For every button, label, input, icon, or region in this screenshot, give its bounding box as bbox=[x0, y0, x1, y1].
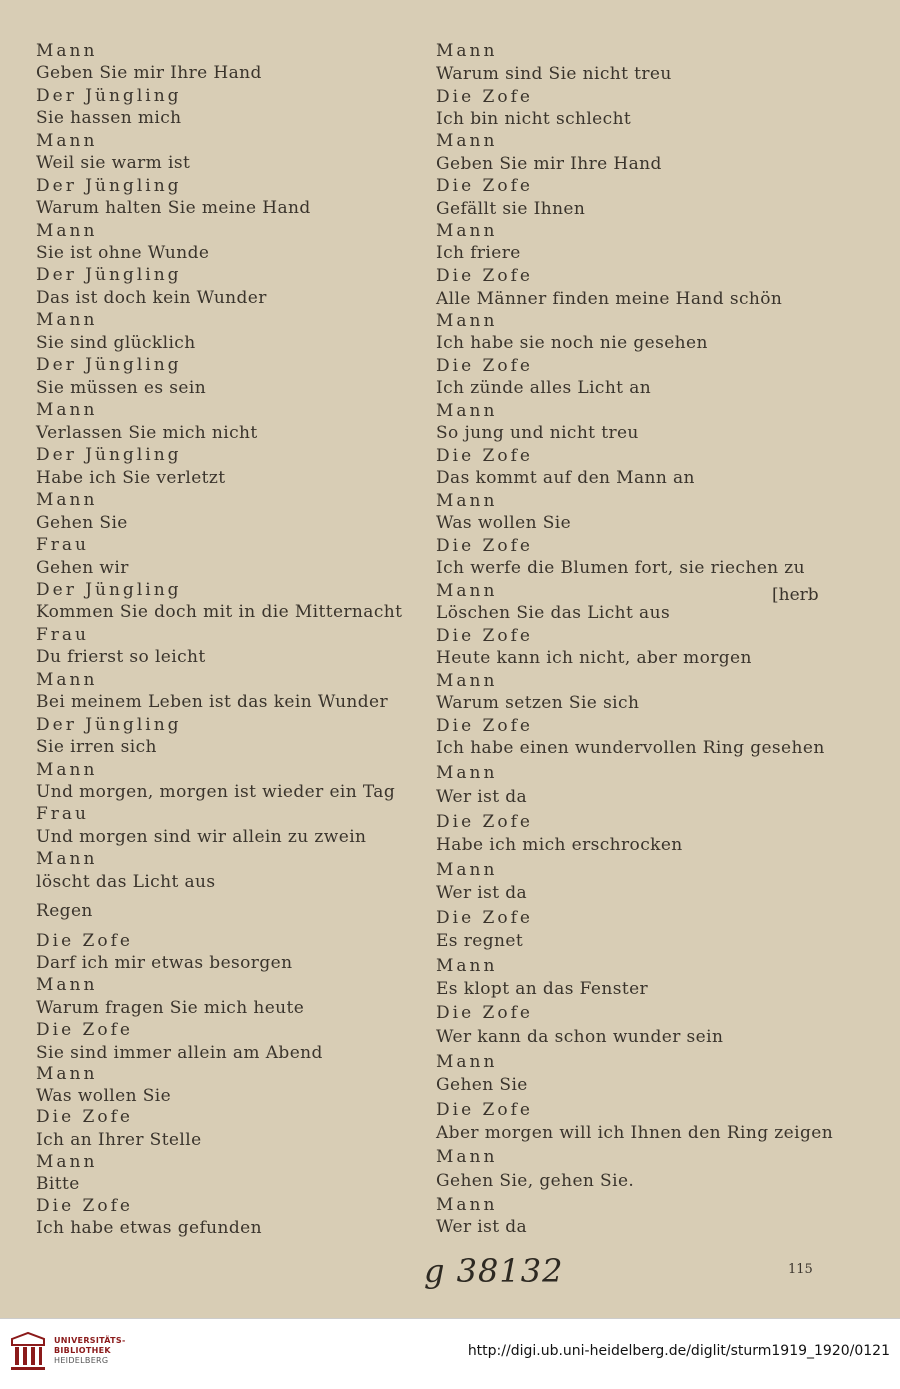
speaker-name: Mann bbox=[36, 490, 98, 510]
dialogue-line: Gefällt sie Ihnen bbox=[436, 199, 586, 219]
dialogue-line: Verlassen Sie mich nicht bbox=[36, 423, 258, 443]
dialogue-line: Gehen Sie bbox=[36, 513, 128, 533]
dialogue-line: Warum fragen Sie mich heute bbox=[36, 998, 305, 1018]
speaker-name: Der Jüngling bbox=[36, 86, 182, 106]
line-continuation: [herb bbox=[772, 585, 819, 605]
dialogue-line: Ich habe sie noch nie gesehen bbox=[436, 333, 708, 353]
dialogue-line: Wer ist da bbox=[436, 883, 528, 903]
speaker-name: Die Zofe bbox=[436, 908, 533, 928]
viewer-footer bbox=[0, 1318, 900, 1389]
dialogue-line: Gehen wir bbox=[36, 558, 129, 578]
page-number: 115 bbox=[788, 1262, 813, 1277]
speaker-name: Mann bbox=[36, 975, 98, 995]
speaker-name: Mann bbox=[36, 760, 98, 780]
speaker-name: Der Jüngling bbox=[36, 445, 182, 465]
dialogue-line: Was wollen Sie bbox=[436, 513, 572, 533]
speaker-name: Frau bbox=[36, 535, 90, 555]
speaker-name: Mann bbox=[436, 1052, 498, 1072]
dialogue-line: Das kommt auf den Mann an bbox=[436, 468, 695, 488]
dialogue-line: Was wollen Sie bbox=[36, 1086, 172, 1106]
source-url-link[interactable]: http://digi.ub.uni-heidelberg.de/diglit/sturm1919_1920/0121 bbox=[467, 1343, 890, 1359]
speaker-name: Mann bbox=[436, 401, 498, 421]
speaker-name: Mann bbox=[36, 221, 98, 241]
dialogue-line: Sie irren sich bbox=[36, 737, 157, 757]
dialogue-line: Sie sind immer allein am Abend bbox=[36, 1043, 323, 1063]
handwritten-shelf-mark: g 38132 bbox=[424, 1252, 564, 1290]
speaker-name: Mann bbox=[36, 310, 98, 330]
speaker-name: Mann bbox=[36, 1064, 98, 1084]
speaker-name: Die Zofe bbox=[36, 1107, 133, 1127]
speaker-name: Der Jüngling bbox=[36, 176, 182, 196]
dialogue-line: Habe ich Sie verletzt bbox=[36, 468, 226, 488]
speaker-name: Mann bbox=[436, 956, 498, 976]
dialogue-line: Warum halten Sie meine Hand bbox=[36, 198, 311, 218]
dialogue-line: Das ist doch kein Wunder bbox=[36, 288, 267, 308]
speaker-name: Mann bbox=[36, 670, 98, 690]
speaker-name: Die Zofe bbox=[436, 812, 533, 832]
dialogue-line: Regen bbox=[36, 901, 93, 921]
dialogue-line: Aber morgen will ich Ihnen den Ring zeigen bbox=[436, 1123, 834, 1143]
dialogue-line: Löschen Sie das Licht aus bbox=[436, 603, 671, 623]
dialogue-line: Ich zünde alles Licht an bbox=[436, 378, 652, 398]
library-name bbox=[54, 1336, 126, 1366]
dialogue-line: Warum sind Sie nicht treu bbox=[436, 64, 672, 84]
dialogue-line: Ich werfe die Blumen fort, sie riechen zu bbox=[436, 558, 806, 578]
dialogue-line: Alle Männer finden meine Hand schön bbox=[436, 289, 783, 309]
speaker-name: Die Zofe bbox=[436, 87, 533, 107]
speaker-name: Die Zofe bbox=[36, 931, 133, 951]
dialogue-line: Bitte bbox=[36, 1174, 80, 1194]
speaker-name: Mann bbox=[436, 221, 498, 241]
speaker-name: Die Zofe bbox=[436, 536, 533, 556]
speaker-name: Die Zofe bbox=[36, 1196, 133, 1216]
dialogue-line: Wer kann da schon wunder sein bbox=[436, 1027, 724, 1047]
dialogue-line: Ich friere bbox=[436, 243, 521, 263]
dialogue-line: Es regnet bbox=[436, 931, 524, 951]
speaker-name: Mann bbox=[36, 131, 98, 151]
dialogue-line: Es klopt an das Fenster bbox=[436, 979, 649, 999]
speaker-name: Mann bbox=[436, 860, 498, 880]
dialogue-line: Sie müssen es sein bbox=[36, 378, 207, 398]
dialogue-line: löscht das Licht aus bbox=[36, 872, 216, 892]
speaker-name: Die Zofe bbox=[436, 446, 533, 466]
speaker-name: Mann bbox=[436, 131, 498, 151]
speaker-name: Die Zofe bbox=[436, 176, 533, 196]
speaker-name: Mann bbox=[436, 581, 498, 601]
library-name-line: BIBLIOTHEK bbox=[54, 1346, 111, 1355]
dialogue-line: Gehen Sie bbox=[436, 1075, 528, 1095]
dialogue-line: Warum setzen Sie sich bbox=[436, 693, 640, 713]
dialogue-line: Sie ist ohne Wunde bbox=[36, 243, 210, 263]
dialogue-line: Und morgen, morgen ist wieder ein Tag bbox=[36, 782, 396, 802]
dialogue-line: Ich bin nicht schlecht bbox=[436, 109, 632, 129]
speaker-name: Die Zofe bbox=[436, 356, 533, 376]
dialogue-line: Geben Sie mir Ihre Hand bbox=[36, 63, 262, 83]
library-name-line: HEIDELBERG bbox=[54, 1356, 109, 1365]
speaker-name: Mann bbox=[436, 491, 498, 511]
speaker-name: Der Jüngling bbox=[36, 715, 182, 735]
speaker-name: Mann bbox=[36, 1152, 98, 1172]
dialogue-line: Bei meinem Leben ist das kein Wunder bbox=[36, 692, 389, 712]
dialogue-line: Weil sie warm ist bbox=[36, 153, 191, 173]
dialogue-line: Wer ist da bbox=[436, 1217, 528, 1237]
speaker-name: Der Jüngling bbox=[36, 580, 182, 600]
speaker-name: Mann bbox=[436, 1195, 498, 1215]
speaker-name: Frau bbox=[36, 625, 90, 645]
library-name-line: UNIVERSITÄTS- bbox=[54, 1336, 126, 1345]
dialogue-line: Sie hassen mich bbox=[36, 108, 182, 128]
dialogue-line: Geben Sie mir Ihre Hand bbox=[436, 154, 662, 174]
speaker-name: Die Zofe bbox=[436, 1100, 533, 1120]
dialogue-line: Heute kann ich nicht, aber morgen bbox=[436, 648, 752, 668]
dialogue-line: Darf ich mir etwas besorgen bbox=[36, 953, 293, 973]
dialogue-line: Gehen Sie, gehen Sie. bbox=[436, 1171, 635, 1191]
speaker-name: Die Zofe bbox=[36, 1020, 133, 1040]
speaker-name: Mann bbox=[436, 1147, 498, 1167]
speaker-name: Mann bbox=[436, 311, 498, 331]
dialogue-line: Habe ich mich erschrocken bbox=[436, 835, 683, 855]
speaker-name: Der Jüngling bbox=[36, 265, 182, 285]
dialogue-line: Und morgen sind wir allein zu zwein bbox=[36, 827, 367, 847]
dialogue-line: Kommen Sie doch mit in die Mitternacht bbox=[36, 602, 403, 622]
speaker-name: Mann bbox=[436, 671, 498, 691]
speaker-name: Die Zofe bbox=[436, 1003, 533, 1023]
speaker-name: Mann bbox=[436, 41, 498, 61]
speaker-name: Der Jüngling bbox=[36, 355, 182, 375]
speaker-name: Mann bbox=[36, 400, 98, 420]
dialogue-line: So jung und nicht treu bbox=[436, 423, 639, 443]
speaker-name: Mann bbox=[436, 763, 498, 783]
speaker-name: Die Zofe bbox=[436, 626, 533, 646]
dialogue-line: Ich habe etwas gefunden bbox=[36, 1218, 262, 1238]
dialogue-line: Ich habe einen wundervollen Ring gesehen bbox=[436, 738, 825, 758]
speaker-name: Die Zofe bbox=[436, 716, 533, 736]
dialogue-line: Sie sind glücklich bbox=[36, 333, 196, 353]
speaker-name: Frau bbox=[36, 804, 90, 824]
speaker-name: Mann bbox=[36, 849, 98, 869]
dialogue-line: Du frierst so leicht bbox=[36, 647, 206, 667]
speaker-name: Mann bbox=[36, 41, 98, 61]
dialogue-line: Ich an Ihrer Stelle bbox=[36, 1130, 202, 1150]
speaker-name: Die Zofe bbox=[436, 266, 533, 286]
dialogue-line: Wer ist da bbox=[436, 787, 528, 807]
ub-heidelberg-logo-icon[interactable] bbox=[8, 1331, 48, 1373]
